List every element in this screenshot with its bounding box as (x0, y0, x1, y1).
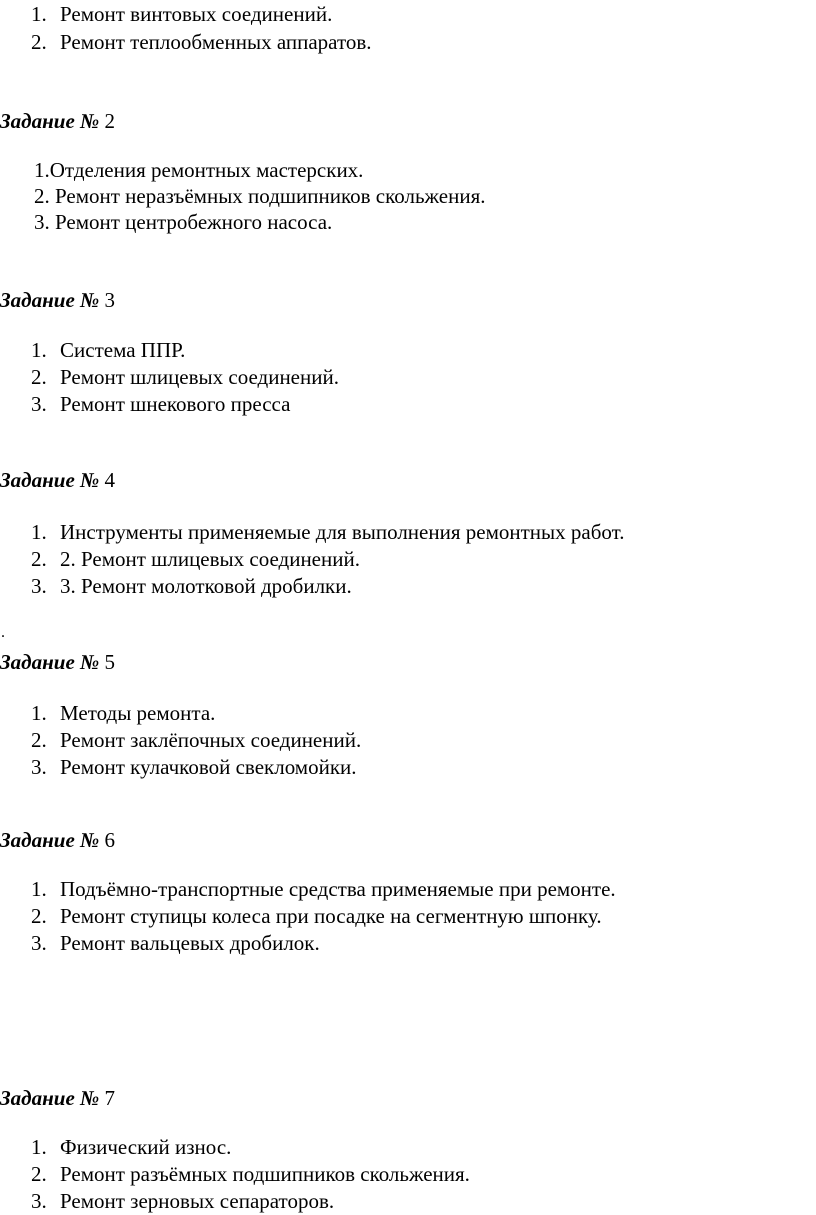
heading-number: 3 (104, 288, 115, 312)
item-number: 2. (31, 1162, 47, 1186)
item-text: Система ППР. (60, 338, 186, 362)
item-number: 3. (31, 755, 47, 779)
item-text: Ремонт ступицы колеса при посадке на сегментную шпонку. (60, 904, 602, 928)
item-number: 1. (31, 520, 47, 544)
heading-label: Задание № (0, 109, 100, 133)
item-text: Ремонт кулачковой свекломойки. (60, 755, 357, 779)
task-heading (0, 108, 115, 134)
heading-number: 7 (104, 1086, 115, 1110)
item-number: 2. (31, 728, 47, 752)
heading-label: Задание № (0, 828, 100, 852)
item-number: 2. (31, 547, 47, 571)
item-number: 3. (31, 392, 47, 416)
task-heading (0, 1085, 115, 1111)
list-item: 2. Ремонт неразъёмных подшипников скольжения. (34, 184, 486, 208)
task-heading (0, 827, 115, 853)
stray-dot: . (1, 624, 5, 641)
task-heading (0, 287, 115, 313)
item-number: 3. (31, 574, 47, 598)
item-text: Подъёмно-транспортные средства применяемые при ремонте. (60, 877, 616, 901)
item-text: Ремонт винтовых соединений. (60, 2, 333, 26)
task-heading (0, 649, 115, 675)
item-text: 3. Ремонт молотковой дробилки. (60, 574, 352, 598)
item-text: Ремонт разъёмных подшипников скольжения. (60, 1162, 470, 1186)
item-number: 1. (31, 338, 47, 362)
item-text: Методы ремонта. (60, 701, 216, 725)
list-item: 3. Ремонт центробежного насоса. (34, 210, 333, 234)
heading-label: Задание № (0, 650, 100, 674)
item-number: 1. (31, 1135, 47, 1159)
item-text: 2. Ремонт шлицевых соединений. (60, 547, 360, 571)
item-text: Ремонт заклёпочных соединений. (60, 728, 362, 752)
item-text: Ремонт шлицевых соединений. (60, 365, 339, 389)
item-text: Инструменты применяемые для выполнения ремонтных работ. (60, 520, 625, 544)
item-number: 1. (31, 2, 47, 26)
item-text: Физический износ. (60, 1135, 232, 1159)
item-number: 3. (31, 1189, 47, 1213)
item-text: Ремонт шнекового пресса (60, 392, 291, 416)
list-item: 1.Отделения ремонтных мастерских. (34, 158, 364, 182)
heading-label: Задание № (0, 288, 100, 312)
item-text: Ремонт теплообменных аппаратов. (60, 30, 372, 54)
heading-number: 6 (104, 828, 115, 852)
heading-label: Задание № (0, 1086, 100, 1110)
heading-number: 5 (104, 650, 115, 674)
heading-number: 2 (104, 109, 115, 133)
item-number: 2. (31, 904, 47, 928)
item-number: 1. (31, 701, 47, 725)
item-number: 2. (31, 365, 47, 389)
heading-label: Задание № (0, 468, 100, 492)
heading-number: 4 (104, 468, 115, 492)
item-text: Ремонт вальцевых дробилок. (60, 931, 320, 955)
item-number: 2. (31, 30, 47, 54)
item-number: 3. (31, 931, 47, 955)
item-text: Ремонт зерновых сепараторов. (60, 1189, 335, 1213)
task-heading (0, 467, 115, 493)
item-number: 1. (31, 877, 47, 901)
